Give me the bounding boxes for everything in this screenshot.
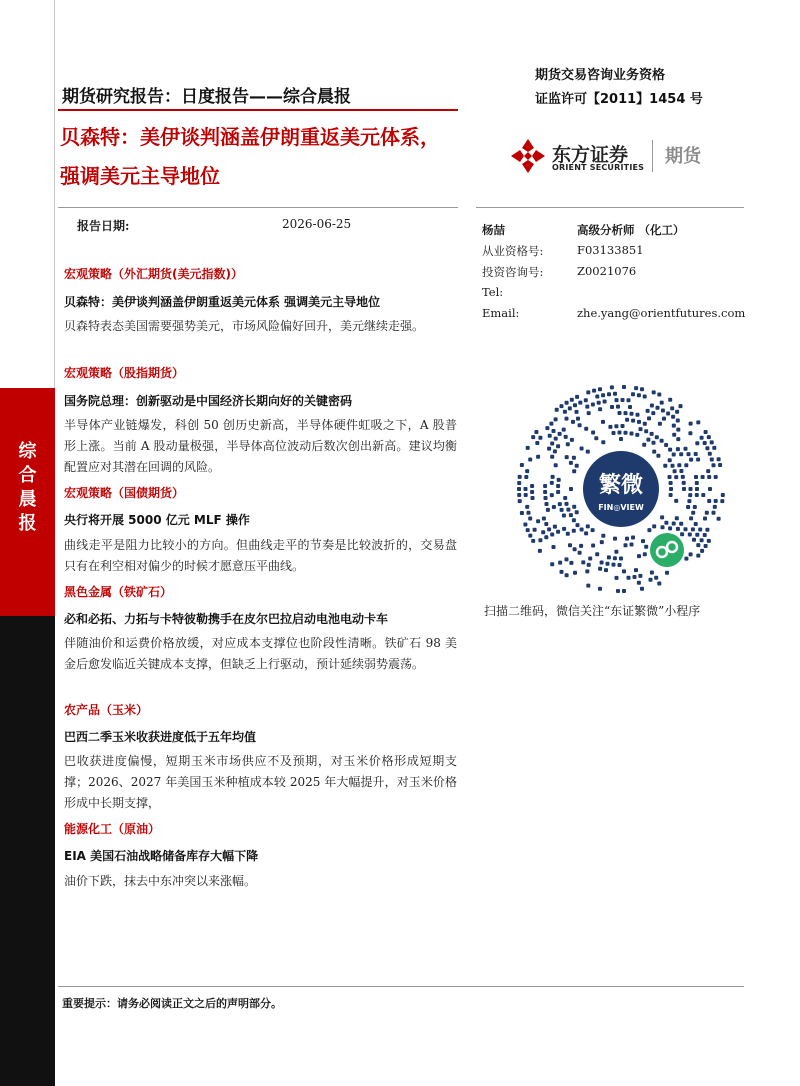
analyst-row-key: 投资咨询号: (482, 265, 544, 279)
section-headline: 巴西二季玉米收获进度低于五年均值 (64, 730, 257, 744)
section-category: 宏观策略（股指期货） (64, 366, 185, 380)
sidebar-label-char: 晨 (18, 489, 37, 510)
qualification-line-2: 证监许可【2011】1454 号 (535, 92, 703, 107)
qualification-block (535, 64, 703, 112)
qr-code[interactable] (512, 380, 730, 598)
qr-badge-text: 繁微 (598, 473, 644, 498)
analyst-row-key: Tel: (482, 285, 504, 299)
footer-rule (58, 986, 744, 987)
qr-badge-sub: FIN◎VIEW (598, 503, 644, 512)
section-category: 农产品（玉米） (64, 703, 149, 717)
section-headline: 国务院总理：创新驱动是中国经济长期向好的关键密码 (64, 394, 353, 408)
section-body: 半导体产业链爆发，科创 50 创历史新高，半导体硬件虹吸之下，A 股普形上涨。当前 A 股动量极强，半导体高位波动后数次创出新高。建议均衡配置应对其潜在回调的风险。 (64, 418, 457, 474)
mini-program-icon (650, 533, 684, 567)
sidebar-label-char: 报 (18, 513, 37, 534)
headline-line-1: 贝森特：美伊谈判涵盖伊朗重返美元体系， (60, 125, 440, 149)
section-body: 巴收获进度偏慢，短期玉米市场供应不及预期，对玉米价格形成短期支撑；2026、2027 年美国玉米种植成本较 2025 年大幅提升，对玉米价格形成中长期支撑， (64, 754, 457, 810)
analyst-row-key: 从业资格号: (482, 244, 544, 258)
section-headline: 贝森特：美伊谈判涵盖伊朗重返美元体系 强调美元主导地位 (64, 295, 381, 309)
section-category: 宏观策略（外汇期货(美元指数)） (64, 267, 243, 281)
report-date-label: 报告日期: (77, 219, 130, 233)
analyst-title: 高级分析师 （化工） (577, 223, 685, 237)
section-headline: 央行将开展 5000 亿元 MLF 操作 (64, 513, 250, 527)
orient-logo-icon (510, 138, 546, 174)
section-category: 能源化工（原油） (64, 822, 161, 836)
sidebar-black-block (0, 616, 55, 1086)
logo-divider (652, 140, 653, 172)
section-category: 黑色金属（铁矿石） (64, 585, 173, 599)
page-headline (60, 118, 460, 196)
analyst-row-value: Z0021076 (577, 264, 637, 278)
sidebar-top-rule (0, 0, 55, 388)
qualification-line-1: 期货交易咨询业务资格 (535, 68, 666, 83)
footer-note: 重要提示：请务必阅读正文之后的声明部分。 (62, 997, 282, 1010)
analyst-email[interactable]: zhe.yang@orientfutures.com (577, 306, 746, 320)
company-logo (510, 138, 710, 174)
report-date-value: 2026-06-25 (282, 217, 352, 231)
sidebar (0, 0, 55, 1086)
analyst-row-value: F03133851 (577, 243, 644, 257)
header-red-rule (58, 109, 458, 111)
section-body: 贝森特表态美国需要强势美元，市场风险偏好回升，美元继续走强。 (64, 319, 425, 333)
analyst-row-key: Email: (482, 306, 520, 320)
headline-line-2: 强调美元主导地位 (60, 164, 220, 188)
analyst-name: 杨喆 (482, 223, 505, 237)
section-body: 曲线走平是阻力比较小的方向。但曲线走平的节奏是比较波折的，交易盘只有在利空相对偏少的时候才愿意压平曲线。 (64, 538, 457, 573)
logo-futures: 期货 (665, 146, 701, 167)
sidebar-label (0, 440, 55, 536)
section-body: 油价下跌，抹去中东冲突以来涨幅。 (64, 874, 257, 888)
divider-right (476, 207, 744, 208)
logo-name-cn: 东方证券 (552, 144, 629, 166)
sidebar-label-char: 综 (18, 441, 37, 462)
report-type: 期货研究报告：日度报告——综合晨报 (62, 87, 351, 107)
section-headline: 必和必拓、力拓与卡特彼勒携手在皮尔巴拉启动电池电动卡车 (64, 612, 389, 626)
section-body: 伴随油价和运费价格放缓，对应成本支撑位也阶段性清晰。铁矿石 98 美金后愈发临近关键成本支撑，但缺乏上行驱动，预计延续弱势震荡。 (64, 636, 457, 671)
section-category: 宏观策略（国债期货） (64, 486, 185, 500)
logo-name-en: ORIENT SECURITIES (552, 163, 645, 172)
section-headline: EIA 美国石油战略储备库存大幅下降 (64, 849, 259, 863)
divider-left (58, 207, 458, 208)
qr-caption: 扫描二维码，微信关注“东证繁微”小程序 (484, 604, 701, 618)
sidebar-label-char: 合 (18, 465, 37, 486)
